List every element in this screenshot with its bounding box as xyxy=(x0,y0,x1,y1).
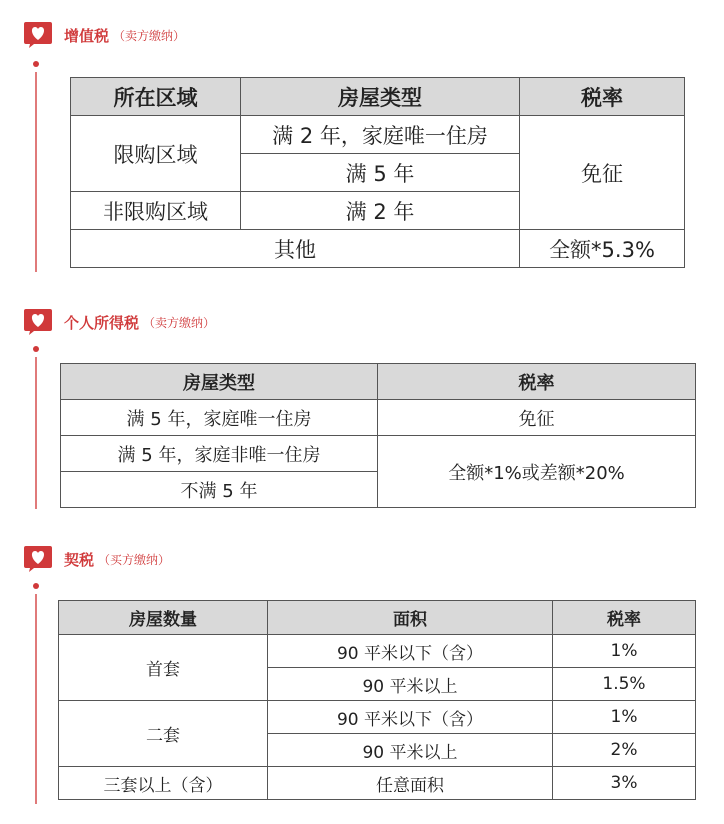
table-header-row xyxy=(71,78,685,116)
table-cell: 三套以上（含） xyxy=(59,767,268,800)
table-cell: 1.5% xyxy=(553,668,696,701)
table-row xyxy=(71,230,685,268)
timeline-line xyxy=(35,594,37,804)
table-cell: 免征 xyxy=(378,400,696,436)
header-cell: 税率 xyxy=(520,78,685,116)
timeline-dot xyxy=(33,583,39,589)
income-tax-table xyxy=(60,363,696,508)
table-cell: 90 平米以下（含） xyxy=(268,701,553,734)
header-cell: 税率 xyxy=(553,601,696,635)
section-title: 增值税 xyxy=(64,26,110,45)
table-cell: 3% xyxy=(553,767,696,800)
section-subtitle: （买方缴纳） xyxy=(98,552,171,567)
table-cell: 1% xyxy=(553,701,696,734)
table-row xyxy=(61,400,696,436)
header-cell: 房屋类型 xyxy=(241,78,520,116)
table-cell: 二套 xyxy=(59,701,268,767)
table-cell: 90 平米以下（含） xyxy=(268,635,553,668)
table-row xyxy=(59,701,696,734)
table-row xyxy=(71,116,685,154)
table-cell: 限购区域 xyxy=(71,116,241,192)
section-header-vat xyxy=(20,20,185,50)
table-header-row xyxy=(59,601,696,635)
timeline-line xyxy=(35,357,37,509)
table-cell: 非限购区域 xyxy=(71,192,241,230)
timeline-line xyxy=(35,72,37,272)
table-cell: 90 平米以上 xyxy=(268,668,553,701)
header-cell: 税率 xyxy=(378,364,696,400)
table-cell: 2% xyxy=(553,734,696,767)
deed-tax-table xyxy=(58,600,696,800)
heart-badge-icon xyxy=(20,21,56,49)
section-subtitle: （卖方缴纳） xyxy=(143,315,216,330)
table-cell: 90 平米以上 xyxy=(268,734,553,767)
section-title: 契税 xyxy=(64,550,95,569)
table-cell: 任意面积 xyxy=(268,767,553,800)
table-cell: 1% xyxy=(553,635,696,668)
table-cell: 满 2 年 xyxy=(241,192,520,230)
header-cell: 房屋类型 xyxy=(61,364,378,400)
timeline-dot xyxy=(33,346,39,352)
section-header-deed-tax xyxy=(20,544,170,574)
timeline-dot xyxy=(33,61,39,67)
heart-badge-icon xyxy=(20,545,56,573)
header-cell: 所在区域 xyxy=(71,78,241,116)
section-title: 个人所得税 xyxy=(64,313,140,332)
table-cell: 全额*1%或差额*20% xyxy=(378,436,696,508)
table-cell: 满 5 年，家庭非唯一住房 xyxy=(61,436,378,472)
table-cell: 免征 xyxy=(520,116,685,230)
table-header-row xyxy=(61,364,696,400)
section-subtitle: （卖方缴纳） xyxy=(113,28,186,43)
table-row xyxy=(59,767,696,800)
vat-table xyxy=(70,77,685,268)
heart-badge-icon xyxy=(20,308,56,336)
table-cell: 其他 xyxy=(71,230,520,268)
table-cell: 满 5 年，家庭唯一住房 xyxy=(61,400,378,436)
table-row xyxy=(59,635,696,668)
table-cell: 满 2 年，家庭唯一住房 xyxy=(241,116,520,154)
table-cell: 满 5 年 xyxy=(241,154,520,192)
header-cell: 面积 xyxy=(268,601,553,635)
table-cell: 首套 xyxy=(59,635,268,701)
section-header-income-tax xyxy=(20,307,215,337)
header-cell: 房屋数量 xyxy=(59,601,268,635)
table-cell: 全额*5.3% xyxy=(520,230,685,268)
table-row xyxy=(61,436,696,472)
table-cell: 不满 5 年 xyxy=(61,472,378,508)
